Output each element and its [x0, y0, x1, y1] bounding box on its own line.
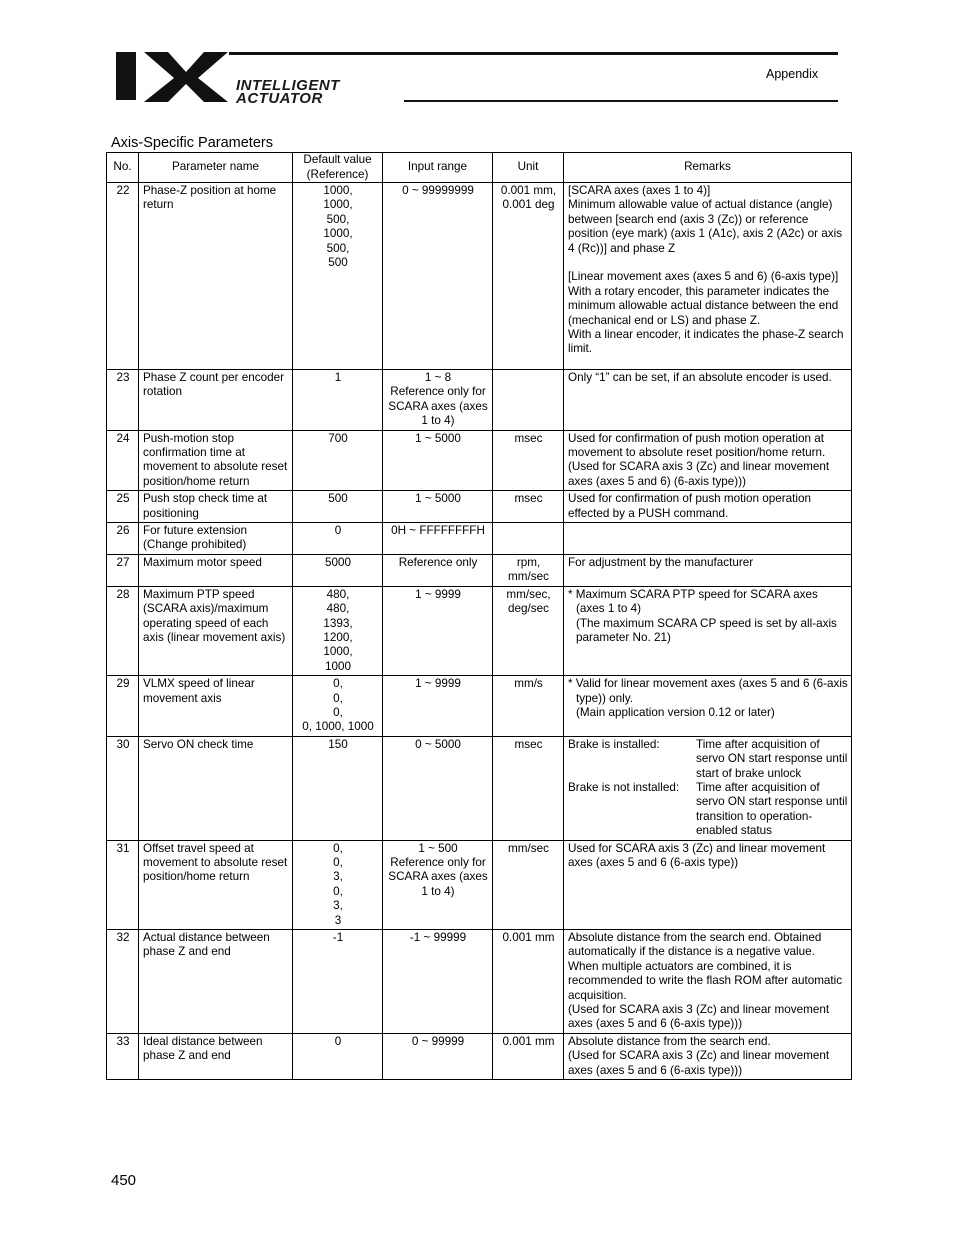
row-no: 23 [107, 370, 139, 431]
row-default: 5000 [293, 554, 383, 586]
row-no: 24 [107, 430, 139, 491]
row-default: 0, 0, 3, 0, 3, 3 [293, 840, 383, 929]
header-default-value: Default value (Reference) [293, 153, 383, 183]
brake-not-installed-text: Time after acquisition of servo ON start response until transition to operation-enabled status [696, 780, 848, 838]
row-default: 150 [293, 736, 383, 840]
table-row [107, 554, 852, 586]
row-unit: mm/sec [493, 840, 564, 929]
table-row [107, 183, 852, 370]
row-default: 0, 0, 0, 0, 1000, 1000 [293, 676, 383, 737]
row-default: 480, 480, 1393, 1200, 1000, 1000 [293, 586, 383, 675]
row-unit: 0.001 mm [493, 930, 564, 1034]
row-name: Offset travel speed at movement to absolute reset position/home return [139, 840, 293, 929]
row-no: 25 [107, 491, 139, 523]
table-row [107, 370, 852, 431]
row-remarks: Used for SCARA axis 3 (Zc) and linear movement axes (axes 5 and 6 (6-axis type)) [564, 840, 852, 929]
row-default: 500 [293, 491, 383, 523]
table-row [107, 430, 852, 491]
brake-installed-text: Time after acquisition of servo ON start response until start of brake unlock [696, 737, 848, 780]
row-remarks-text: * Valid for linear movement axes (axes 5 and 6 (6-axis type)) only. (Main application version 0.12 or later) [568, 677, 848, 719]
row-remarks: [SCARA axes (axes 1 to 4)] Minimum allowable value of actual distance (angle) between [search end (axis 3 (Zc)) or reference position (eye mark) (axis 1 (A1c), axis 2 (A2c) or axis 4 (Rc))] and phase Z [Linear movement axes (axes 5 and 6) (6-axis type)] With a rotary encoder, this parameter indicates the minimum allowable actual distance between the end (mechanical end or LS) and phase Z. With a linear encoder, it indicates the phase-Z search limit. [564, 183, 852, 370]
header-rule-bottom [404, 100, 838, 102]
row-unit: 0.001 mm [493, 1033, 564, 1079]
row-range: 0 ~ 99999 [383, 1033, 493, 1079]
page-number: 450 [111, 1172, 137, 1189]
row-name: VLMX speed of linear movement axis [139, 676, 293, 737]
header-no: No. [107, 153, 139, 183]
row-unit: mm/sec, deg/sec [493, 586, 564, 675]
header-rule-top [229, 52, 838, 55]
row-name: Phase Z count per encoder rotation [139, 370, 293, 431]
row-remarks [564, 586, 852, 675]
row-range: 0 ~ 5000 [383, 736, 493, 840]
row-remarks: Absolute distance from the search end. Obtained automatically if the distance is a negative value. When multiple actuators are combined, it is recommended to write the flash ROM after automatic acquisition. (Used for SCARA axis 3 (Zc) and linear movement axes (axes 5 and 6 (6-axis type))) [564, 930, 852, 1034]
table-row [107, 676, 852, 737]
row-unit [493, 523, 564, 555]
row-range: 0H ~ FFFFFFFFH [383, 523, 493, 555]
section-title: Axis-Specific Parameters [111, 135, 273, 151]
row-name: Phase-Z position at home return [139, 183, 293, 370]
row-default: 700 [293, 430, 383, 491]
table-row [107, 930, 852, 1034]
row-remarks [564, 676, 852, 737]
table-row [107, 491, 852, 523]
row-range: Reference only [383, 554, 493, 586]
row-name: Maximum PTP speed (SCARA axis)/maximum operating speed of each axis (linear movement axis) [139, 586, 293, 675]
row-range: 1 ~ 5000 [383, 430, 493, 491]
row-remarks [564, 736, 852, 840]
row-range: -1 ~ 99999 [383, 930, 493, 1034]
row-name: For future extension (Change prohibited) [139, 523, 293, 555]
logo-wordmark [236, 77, 340, 107]
brake-not-installed-label: Brake is not installed: [568, 780, 680, 794]
section-label: Appendix [766, 67, 819, 81]
row-unit [493, 370, 564, 431]
row-name: Actual distance between phase Z and end [139, 930, 293, 1034]
header-input-range: Input range [383, 153, 493, 183]
table-row [107, 586, 852, 675]
row-no: 31 [107, 840, 139, 929]
row-name: Push-motion stop confirmation time at movement to absolute reset position/home return [139, 430, 293, 491]
row-remarks: Only “1” can be set, if an absolute encoder is used. [564, 370, 852, 431]
row-unit: mm/s [493, 676, 564, 737]
row-range: 1 ~ 8 Reference only for SCARA axes (axes 1 to 4) [383, 370, 493, 431]
row-range: 1 ~ 9999 [383, 676, 493, 737]
header-parameter-name: Parameter name [139, 153, 293, 183]
row-default: 0 [293, 523, 383, 555]
table-row [107, 736, 852, 840]
row-remarks: Absolute distance from the search end. (Used for SCARA axis 3 (Zc) and linear movement axes (axes 5 and 6 (6-axis type))) [564, 1033, 852, 1079]
brake-remarks [568, 738, 848, 839]
row-range: 0 ~ 99999999 [383, 183, 493, 370]
row-remarks [564, 523, 852, 555]
row-name: Servo ON check time [139, 736, 293, 840]
header-unit: Unit [493, 153, 564, 183]
row-range: 1 ~ 9999 [383, 586, 493, 675]
row-no: 28 [107, 586, 139, 675]
row-default: 1 [293, 370, 383, 431]
table-row [107, 523, 852, 555]
row-remarks-text: * Maximum SCARA PTP speed for SCARA axes (axes 1 to 4) (The maximum SCARA CP speed is set by all-axis parameter No. 21) [568, 587, 837, 644]
row-range: 1 ~ 500 Reference only for SCARA axes (axes 1 to 4) [383, 840, 493, 929]
row-no: 29 [107, 676, 139, 737]
table-row [107, 840, 852, 929]
row-default: 0 [293, 1033, 383, 1079]
row-default: -1 [293, 930, 383, 1034]
row-remarks: Used for confirmation of push motion operation effected by a PUSH command. [564, 491, 852, 523]
logo-line-2: ACTUATOR [236, 90, 323, 107]
brake-installed-label: Brake is installed: [568, 737, 660, 751]
row-no: 27 [107, 554, 139, 586]
row-range: 1 ~ 5000 [383, 491, 493, 523]
table-row [107, 1033, 852, 1079]
row-remarks: For adjustment by the manufacturer [564, 554, 852, 586]
logo-line-1: INTELLIGENT [236, 77, 340, 94]
row-unit: rpm, mm/sec [493, 554, 564, 586]
row-name: Maximum motor speed [139, 554, 293, 586]
row-unit: msec [493, 491, 564, 523]
row-name: Ideal distance between phase Z and end [139, 1033, 293, 1079]
header-remarks: Remarks [564, 153, 852, 183]
table-header-row [107, 153, 852, 183]
row-no: 33 [107, 1033, 139, 1079]
row-unit: msec [493, 736, 564, 840]
row-name: Push stop check time at positioning [139, 491, 293, 523]
axis-parameters-table [106, 152, 852, 1080]
row-unit: 0.001 mm, 0.001 deg [493, 183, 564, 370]
row-no: 30 [107, 736, 139, 840]
row-no: 32 [107, 930, 139, 1034]
row-no: 26 [107, 523, 139, 555]
row-no: 22 [107, 183, 139, 370]
row-unit: msec [493, 430, 564, 491]
row-remarks: Used for confirmation of push motion operation at movement to absolute reset position/home return. (Used for SCARA axis 3 (Zc) and linear movement axes (axes 5 and 6) (6-axis type))) [564, 430, 852, 491]
row-default: 1000, 1000, 500, 1000, 500, 500 [293, 183, 383, 370]
